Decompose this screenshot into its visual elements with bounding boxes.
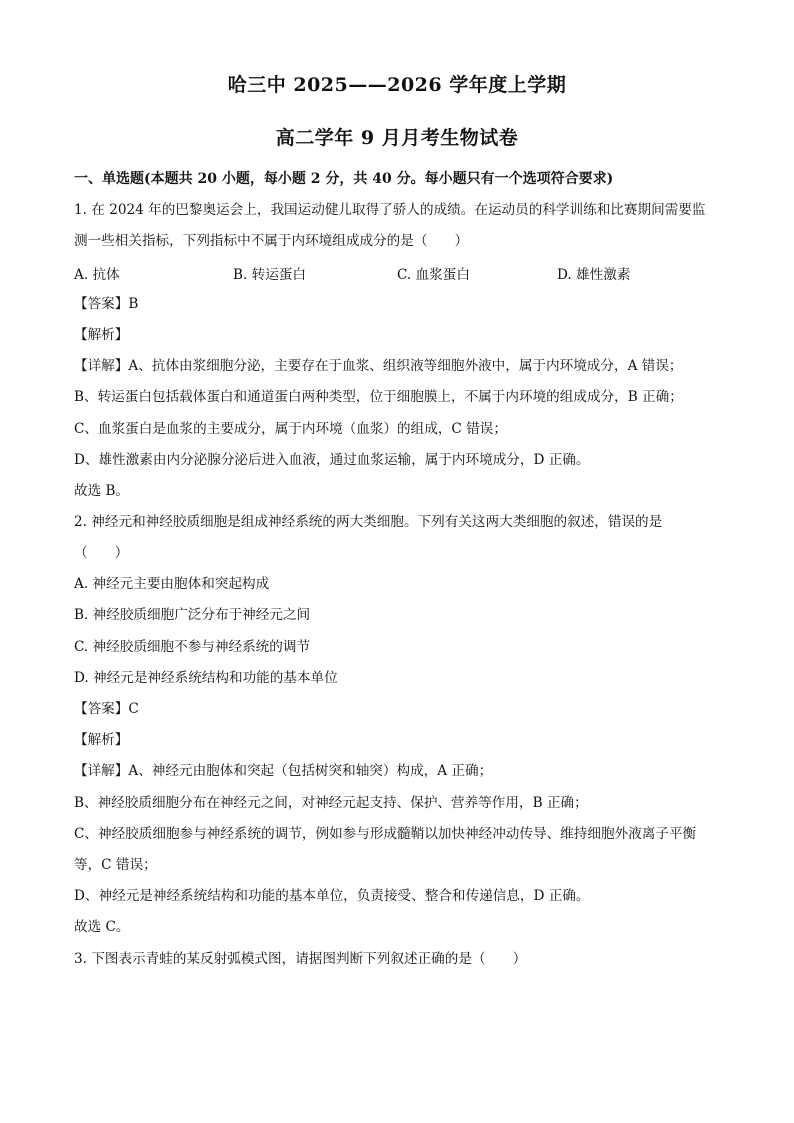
q2-option-d: D. 神经元是神经系统结构和功能的基本单位 — [74, 670, 338, 686]
q2-option-c: C. 神经胶质细胞不参与神经系统的调节 — [74, 639, 311, 655]
q2-detail-line2: B、神经胶质细胞分布在神经元之间，对神经元起支持、保护、营养等作用，B 正确； — [74, 795, 588, 811]
q2-option-a: A. 神经元主要由胞体和突起构成 — [74, 576, 270, 592]
q2-detail-line5: D、神经元是神经系统结构和功能的基本单位，负责接受、整合和传递信息，D 正确。 — [74, 888, 590, 904]
q1-option-b: B. 转运蛋白 — [233, 267, 307, 283]
q1-option-a: A. 抗体 — [74, 267, 120, 283]
q1-stem-line2: 测一些相关指标，下列指标中不属于内环境组成成分的是（ ） — [74, 233, 469, 249]
q2-stem-line2: （ ） — [74, 545, 129, 561]
q2-conclusion: 故选 C。 — [74, 919, 130, 935]
exam-title-line1: 哈三中 2025——2026 学年度上学期 — [227, 74, 567, 96]
q1-conclusion: 故选 B。 — [74, 483, 130, 499]
q2-option-b: B. 神经胶质细胞广泛分布于神经元之间 — [74, 607, 311, 623]
q1-detail-line2: B、转运蛋白包括载体蛋白和通道蛋白两种类型，位于细胞膜上，不属于内环境的组成成分，B 正确； — [74, 389, 683, 405]
q2-detail-line3: C、神经胶质细胞参与神经系统的调节，例如参与形成髓鞘以加快神经冲动传导、维持细胞外液离子平衡 — [74, 826, 697, 842]
q2-analysis-label: 【解析】 — [74, 732, 129, 748]
q1-detail-line1: 【详解】A、抗体由浆细胞分泌，主要存在于血浆、组织液等细胞外液中，属于内环境成分，A 错误； — [74, 358, 683, 374]
q2-answer: 【答案】C — [74, 701, 139, 717]
q1-stem-line1: 1. 在 2024 年的巴黎奥运会上，我国运动健儿取得了骄人的成绩。在运动员的科学训练和比赛期间需要监 — [74, 202, 706, 218]
q2-stem-line1: 2. 神经元和神经胶质细胞是组成神经系统的两大类细胞。下列有关这两大类细胞的叙述，错误的是 — [74, 514, 663, 530]
q1-detail-line4: D、雄性激素由内分泌腺分泌后进入血液，通过血浆运输，属于内环境成分，D 正确。 — [74, 452, 590, 468]
q1-option-c: C. 血浆蛋白 — [397, 267, 470, 283]
q3-stem-line1: 3. 下图表示青蛙的某反射弧模式图，请据图判断下列叙述正确的是（ ） — [74, 951, 527, 967]
q2-detail-line1: 【详解】A、神经元由胞体和突起（包括树突和轴突）构成，A 正确； — [74, 763, 493, 779]
q1-analysis-label: 【解析】 — [74, 327, 129, 343]
q1-detail-line3: C、血浆蛋白是血浆的主要成分，属于内环境（血浆）的组成，C 错误； — [74, 421, 507, 437]
q2-detail-line4: 等，C 错误； — [74, 857, 157, 873]
q1-answer: 【答案】B — [74, 296, 139, 312]
exam-title-line2: 高二学年 9 月月考生物试卷 — [275, 127, 519, 149]
section-heading: 一、单选题(本题共 20 小题，每小题 2 分，共 40 分。每小题只有一个选项符合要求) — [74, 171, 614, 187]
q1-option-d: D. 雄性激素 — [557, 267, 631, 283]
